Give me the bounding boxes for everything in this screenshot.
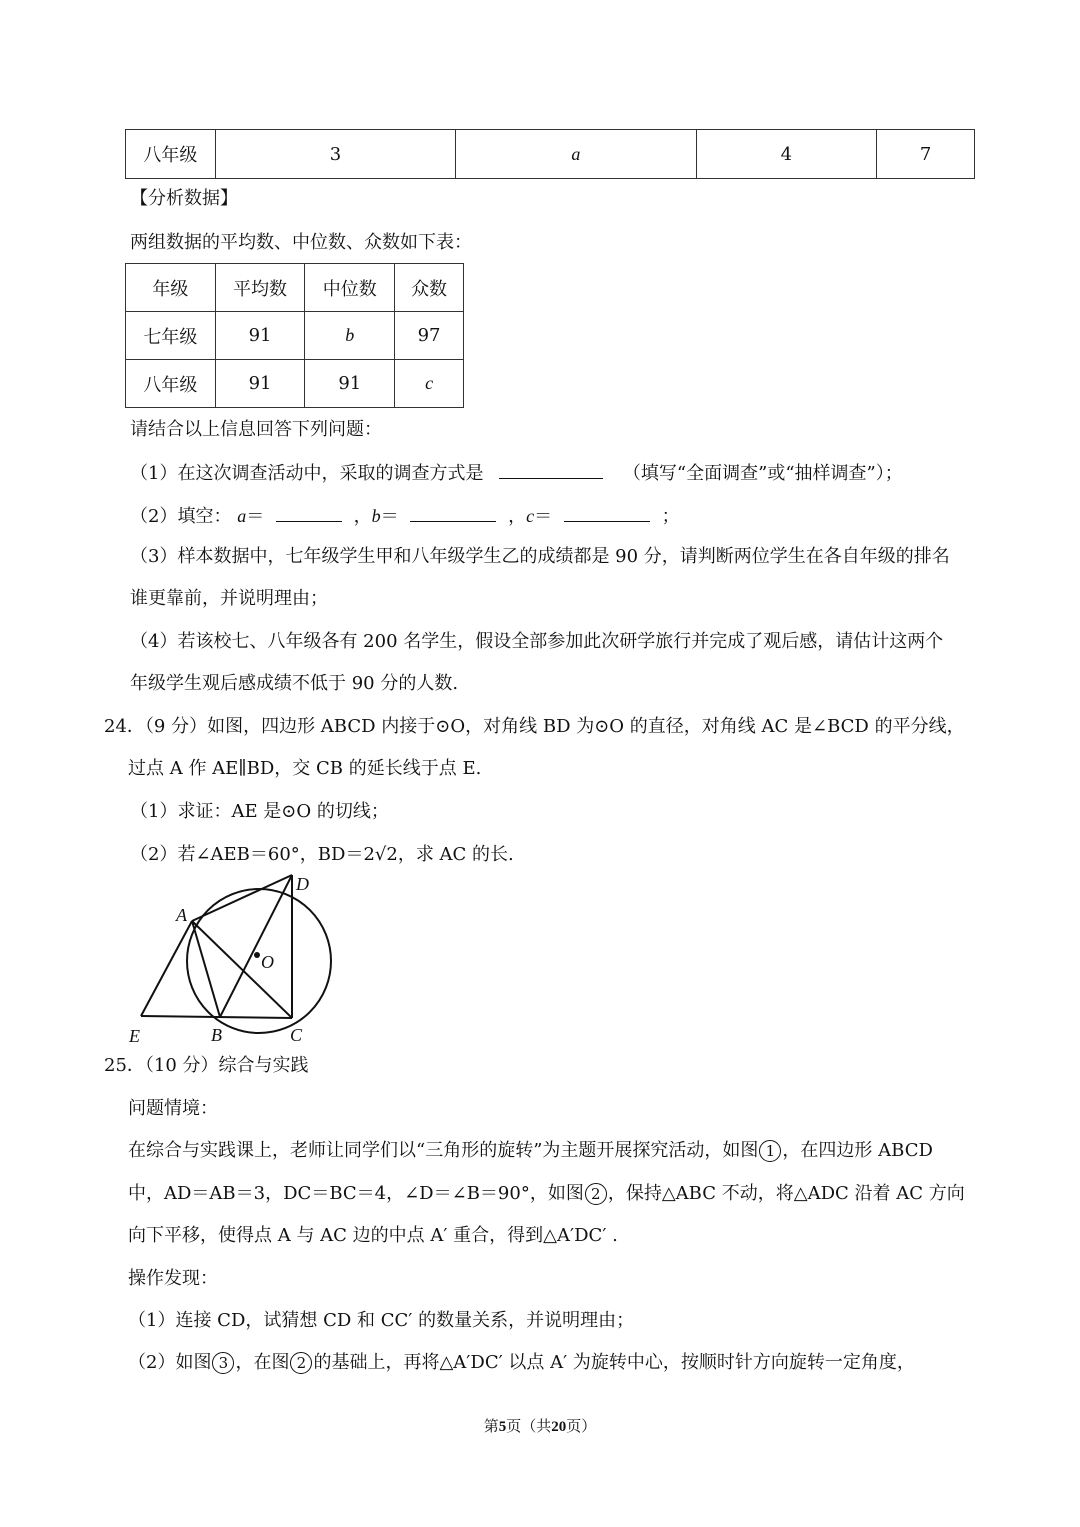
q24-sub2: （2）若∠AEB＝60°，BD＝2√2，求 AC 的长. — [130, 844, 514, 865]
segment-bd — [220, 875, 292, 1017]
q23-part2 — [130, 503, 680, 529]
answer-blank[interactable] — [499, 460, 603, 479]
footer-post: 页） — [566, 1417, 597, 1435]
q24-line2: 过点 A 作 AE∥BD，交 CB 的延长线于点 E. — [128, 758, 482, 779]
label-c: C — [290, 1025, 303, 1045]
geometry-figure — [120, 868, 350, 1053]
segment-ad — [192, 875, 292, 921]
equals: ＝ — [246, 506, 265, 527]
stats-header: 中位数 — [305, 264, 395, 312]
top-table-cell: 3 — [215, 130, 455, 179]
label-b: B — [211, 1025, 222, 1045]
stats-cell: 七年级 — [126, 312, 216, 360]
stats-cell: b — [305, 312, 395, 360]
q25-ctx1-end: ，在四边形 ABCD — [782, 1140, 933, 1161]
equals: ＝ — [534, 506, 553, 527]
q23-part1-text: （1）在这次调查活动中，采取的调查方式是 — [130, 463, 484, 484]
q23-part4-line1: （4）若该校七、八年级各有 200 名学生，假设全部参加此次研学旅行并完成了观后感，请估计这两个 — [130, 631, 944, 652]
answer-blank-b[interactable] — [410, 503, 496, 522]
page-total: 20 — [551, 1419, 567, 1435]
comma: ， — [508, 506, 527, 527]
stats-cell: 八年级 — [126, 360, 216, 408]
q25-ctx2-text: 中，AD＝AB＝3，DC＝BC＝4，∠D＝∠B＝90°，如图 — [128, 1183, 584, 1204]
q25-title: 25．（10 分）综合与实践 — [104, 1055, 309, 1076]
q25-context-line2 — [128, 1182, 965, 1206]
stats-cell: 91 — [305, 360, 395, 408]
top-table-cell: 7 — [877, 130, 975, 179]
q25-op1: （1）连接 CD，试猜想 CD 和 CC′ 的数量关系，并说明理由； — [128, 1310, 635, 1331]
stats-cell: c — [395, 360, 464, 408]
q23-part1-note: （填写“全面调查”或“抽样调查”）； — [622, 463, 903, 484]
q23-part1 — [130, 460, 903, 486]
stats-header: 年级 — [126, 264, 216, 312]
top-table-cell: a — [456, 130, 696, 179]
figure-2-ref: 2 — [585, 1183, 607, 1205]
q25-op2-text: （2）如图 — [128, 1352, 212, 1373]
q25-op2 — [128, 1351, 915, 1375]
var-b: b — [371, 506, 381, 526]
top-table-cell: 4 — [696, 130, 877, 179]
var-c: c — [526, 506, 535, 526]
stats-table — [125, 263, 464, 408]
q25-ctx1-text: 在综合与实践课上，老师让同学们以“三角形的旋转”为主题开展探究活动，如图 — [128, 1140, 759, 1161]
q24-sub1: （1）求证：AE 是⊙O 的切线； — [130, 801, 389, 822]
q25-context-line1 — [128, 1139, 933, 1163]
q25-op2-mid: ，在图 — [235, 1352, 290, 1373]
label-e: E — [129, 1026, 140, 1046]
figure-2-ref: 2 — [290, 1352, 312, 1374]
page-number: 5 — [498, 1419, 507, 1435]
q23-part3-line2: 谁更靠前，并说明理由； — [130, 588, 328, 609]
q25-operation-label: 操作发现： — [128, 1268, 218, 1289]
top-table-label: 八年级 — [126, 130, 216, 179]
segment-ec — [141, 1016, 292, 1018]
q23-part2-label: （2）填空： — [130, 506, 232, 527]
figure-1-ref: 1 — [759, 1140, 781, 1162]
q25-context-label: 问题情境： — [128, 1098, 218, 1119]
answer-blank-a[interactable] — [276, 503, 342, 522]
circle-o — [187, 889, 331, 1033]
q24-line1: 24．（9 分）如图，四边形 ABCD 内接于⊙O，对角线 BD 为⊙O 的直径，对角线 AC 是∠BCD 的平分线， — [104, 716, 965, 737]
segment-ae — [141, 921, 192, 1016]
footer-pre: 第 — [483, 1417, 499, 1435]
comma: ， — [353, 506, 372, 527]
label-d: D — [296, 874, 309, 894]
top-table — [125, 129, 975, 179]
footer-mid: 页（共 — [506, 1417, 552, 1435]
stats-cell: 91 — [215, 360, 305, 408]
q25-context-line3: 向下平移，使得点 A 与 AC 边的中点 A′ 重合，得到△A′DC′ . — [128, 1225, 618, 1246]
label-a: A — [176, 905, 187, 925]
center-point — [254, 952, 260, 958]
analysis-heading: 【分析数据】 — [130, 188, 238, 209]
semicolon: ； — [661, 506, 680, 527]
q23-part4-line2: 年级学生观后感成绩不低于 90 分的人数. — [130, 673, 459, 694]
label-o: O — [261, 952, 274, 972]
answer-blank-c[interactable] — [564, 503, 650, 522]
stats-header: 众数 — [395, 264, 464, 312]
page-footer — [0, 1415, 1080, 1436]
equals: ＝ — [380, 506, 399, 527]
stats-cell: 97 — [395, 312, 464, 360]
q25-ctx2-end: ，保持△ABC 不动，将△ADC 沿着 AC 方向 — [607, 1183, 965, 1204]
figure-3-ref: 3 — [212, 1352, 234, 1374]
var-a: a — [237, 506, 247, 526]
stats-cell: 91 — [215, 312, 305, 360]
q23-prompt: 请结合以上信息回答下列问题： — [130, 419, 382, 440]
analysis-intro: 两组数据的平均数、中位数、众数如下表： — [130, 232, 472, 253]
stats-header: 平均数 — [215, 264, 305, 312]
q25-op2-end: 的基础上，再将△A′DC′ 以点 A′ 为旋转中心，按顺时针方向旋转一定角度， — [313, 1352, 915, 1373]
q23-part3-line1: （3）样本数据中，七年级学生甲和八年级学生乙的成绩都是 90 分，请判断两位学生在各自年级的排名 — [130, 546, 950, 567]
